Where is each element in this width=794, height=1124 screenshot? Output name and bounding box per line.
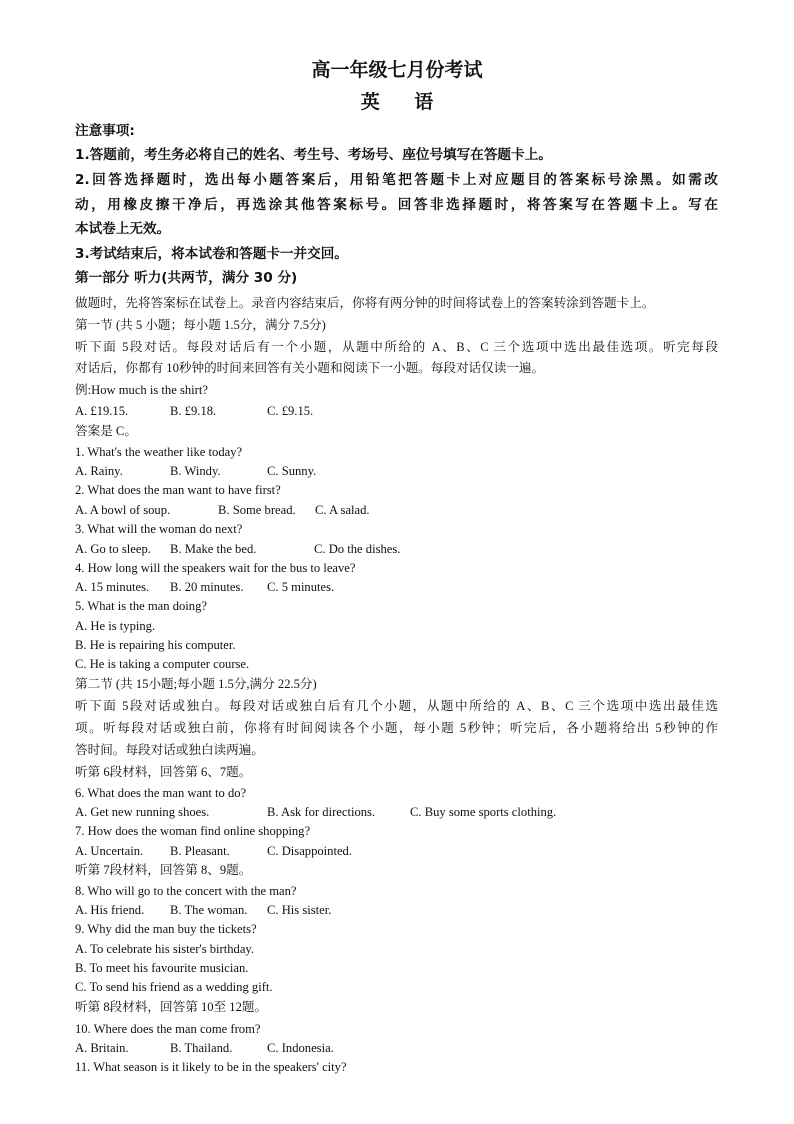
question-5-option-a: A. He is typing. — [75, 619, 156, 633]
question-1: 1. What's the weather like today? — [75, 445, 243, 459]
option-b: B. Ask for directions. — [267, 805, 376, 819]
notes-heading: 注意事项: — [75, 123, 135, 139]
section1-instruction-line-1: 听下面 5段对话。每段对话后有一个小题，从题中所给的 A、B、C 三个选项中选出最佳选项。听完每段 — [75, 340, 718, 354]
question-2-options — [75, 502, 370, 518]
question-5-option-b: B. He is repairing his computer. — [75, 638, 236, 652]
note-item-2-line-2: 动，用橡皮擦干净后，再选涂其他答案标号。回答非选择题时，将答案写在答题卡上。写在 — [75, 197, 718, 213]
option-b: B. 20 minutes. — [170, 580, 244, 594]
question-8-options — [75, 902, 331, 918]
question-1-options — [75, 463, 316, 479]
material-8-heading: 听第 8段材料，回答第 10至 12题。 — [75, 1000, 268, 1014]
example-answer: 答案是 C。 — [75, 424, 137, 438]
option-c: C. Disappointed. — [267, 844, 353, 858]
option-c: C. Buy some sports clothing. — [410, 805, 557, 819]
question-5: 5. What is the man doing? — [75, 599, 207, 613]
option-b: B. £9.18. — [170, 404, 217, 418]
question-10-options — [75, 1040, 334, 1056]
option-b: B. Pleasant. — [170, 844, 230, 858]
option-a: A. His friend. — [75, 903, 145, 917]
question-5-option-c: C. He is taking a computer course. — [75, 657, 250, 671]
question-11: 11. What season is it likely to be in the speakers' city? — [75, 1060, 347, 1074]
part1-heading: 第一部分 听力(共两节，满分 30 分) — [75, 270, 298, 286]
material-7-heading: 听第 7段材料，回答第 8、9题。 — [75, 863, 252, 877]
section2-instruction-line-2: 项。听每段对话或独白前，你将有时间阅读各个小题，每小题 5秒钟；听完后，各小题将给出 5秒钟的作 — [75, 721, 718, 735]
question-4-options — [75, 579, 334, 595]
note-item-3: 3.考试结束后，将本试卷和答题卡一并交回。 — [75, 246, 348, 262]
question-7-options — [75, 843, 352, 859]
option-b: B. Make the bed. — [170, 542, 257, 556]
option-a: A. £19.15. — [75, 404, 129, 418]
question-3: 3. What will the woman do next? — [75, 522, 243, 536]
option-c: C. Do the dishes. — [314, 542, 401, 556]
question-9-option-a: A. To celebrate his sister's birthday. — [75, 942, 255, 956]
question-2: 2. What does the man want to have first? — [75, 483, 281, 497]
option-c: C. A salad. — [315, 503, 370, 517]
question-9-option-b: B. To meet his favourite musician. — [75, 961, 249, 975]
option-b: B. The woman. — [170, 903, 248, 917]
option-c: C. 5 minutes. — [267, 580, 335, 594]
example-options — [75, 403, 313, 419]
question-9: 9. Why did the man buy the tickets? — [75, 922, 257, 936]
option-a: A. A bowl of soup. — [75, 503, 171, 517]
option-c: C. £9.15. — [267, 404, 314, 418]
question-8: 8. Who will go to the concert with the man? — [75, 884, 297, 898]
question-6-options — [75, 804, 556, 820]
section1-heading: 第一节 (共 5 小题；每小题 1.5分，满分 7.5分) — [75, 318, 326, 332]
question-7: 7. How does the woman find online shopping? — [75, 824, 311, 838]
question-3-options — [75, 541, 400, 557]
question-9-option-c: C. To send his friend as a wedding gift. — [75, 980, 273, 994]
exam-title: 高一年级七月份考试 — [311, 59, 483, 81]
section2-instruction-line-3: 答时间。每段对话或独白读两遍。 — [75, 743, 264, 757]
option-a: A. Britain. — [75, 1041, 129, 1055]
option-c: C. Indonesia. — [267, 1041, 334, 1055]
option-a: A. Rainy. — [75, 464, 123, 478]
option-a: A. Go to sleep. — [75, 542, 151, 556]
option-a: A. Get new running shoes. — [75, 805, 210, 819]
exam-subject: 英 语 — [360, 91, 448, 113]
option-b: B. Windy. — [170, 464, 221, 478]
question-10: 10. Where does the man come from? — [75, 1022, 261, 1036]
example-question: 例:How much is the shirt? — [75, 383, 208, 397]
option-a: A. Uncertain. — [75, 844, 144, 858]
material-6-heading: 听第 6段材料，回答第 6、7题。 — [75, 765, 252, 779]
option-c: C. Sunny. — [267, 464, 317, 478]
note-item-2-line-3: 本试卷上无效。 — [75, 221, 171, 237]
section1-instruction-line-2: 对话后，你都有 10秒钟的时间来回答有关小题和阅读下一小题。每段对话仅读一遍。 — [75, 361, 545, 375]
note-item-1: 1.答题前，考生务必将自己的姓名、考生号、考场号、座位号填写在答题卡上。 — [75, 147, 552, 163]
question-4: 4. How long will the speakers wait for the bus to leave? — [75, 561, 356, 575]
part1-instruction: 做题时，先将答案标在试卷上。录音内容结束后，你将有两分钟的时间将试卷上的答案转涂到答题卡上。 — [75, 296, 655, 310]
question-6: 6. What does the man want to do? — [75, 786, 247, 800]
option-b: B. Thailand. — [170, 1041, 233, 1055]
section2-instruction-line-1: 听下面 5段对话或独白。每段对话或独白后有几个小题，从题中所给的 A、B、C 三个选项中选出最佳选 — [75, 699, 718, 713]
note-item-2-line-1: 2.回答选择题时，选出每小题答案后，用铅笔把答题卡上对应题目的答案标号涂黑。如需改 — [75, 172, 718, 188]
section2-heading: 第二节 (共 15小题;每小题 1.5分,满分 22.5分) — [75, 677, 317, 691]
option-a: A. 15 minutes. — [75, 580, 150, 594]
option-b: B. Some bread. — [218, 503, 296, 517]
option-c: C. His sister. — [267, 903, 332, 917]
